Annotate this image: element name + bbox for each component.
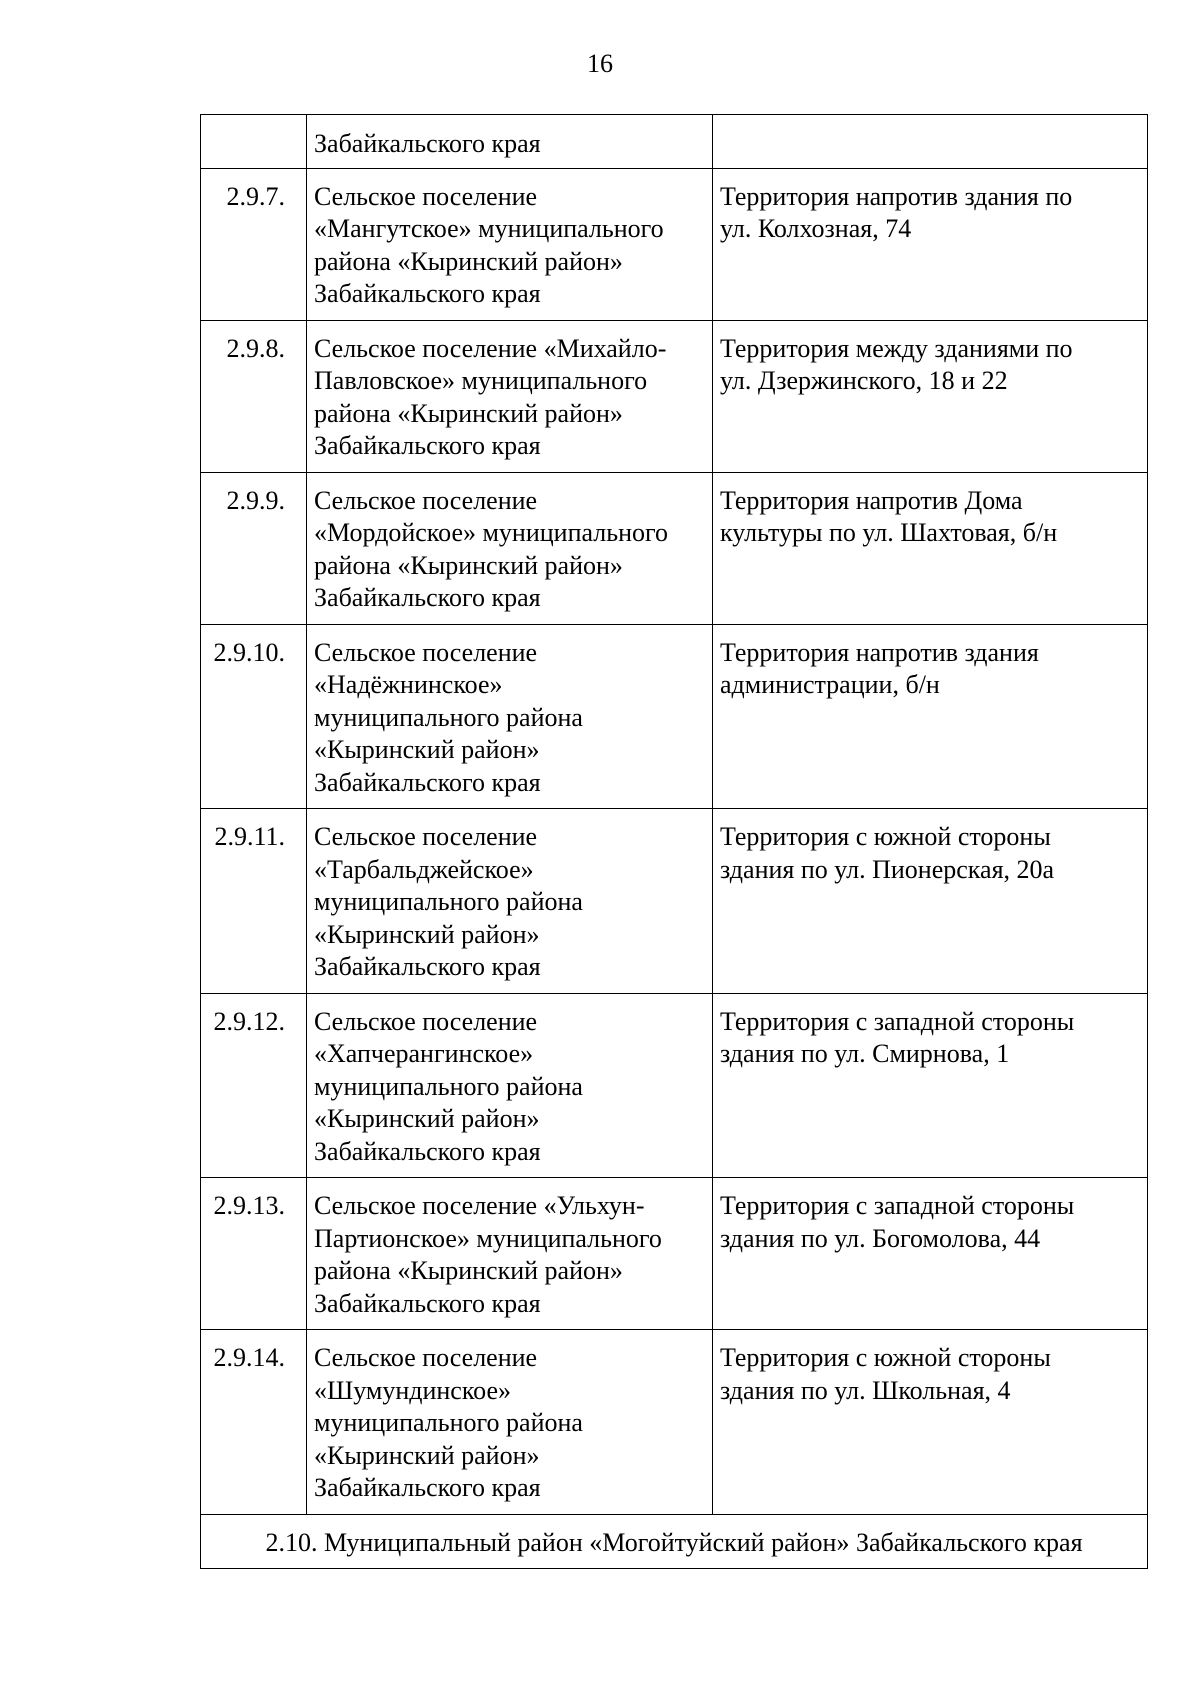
territory-cell: Территория с южной стороны здания по ул. Школьная, 4 xyxy=(713,1330,1148,1515)
settlement-name-cell: Забайкальского края xyxy=(307,115,713,169)
table-row xyxy=(201,993,1148,1178)
settlement-name-cell: Сельское поселение «Хапчерангинское» муниципального района «Кыринский район» Забайкальского края xyxy=(307,993,713,1178)
row-number-cell: 2.9.13. xyxy=(201,1178,307,1330)
territory-cell: Территория с южной стороны здания по ул. Пионерская, 20а xyxy=(713,809,1148,994)
table-row-continuation xyxy=(201,115,1148,169)
settlement-name-cell: Сельское поселение «Тарбальджейское» муниципального района «Кыринский район» Забайкальского края xyxy=(307,809,713,994)
row-number-cell: 2.9.9. xyxy=(201,472,307,624)
table-row xyxy=(201,1330,1148,1515)
territory-cell: Территория с западной стороны здания по ул. Богомолова, 44 xyxy=(713,1178,1148,1330)
table-row xyxy=(201,809,1148,994)
settlement-name-cell: Сельское поселение «Мордойское» муниципального района «Кыринский район» Забайкальского края xyxy=(307,472,713,624)
settlement-name-cell: Сельское поселение «Михайло- Павловское» муниципального района «Кыринский район» Забайкальского края xyxy=(307,320,713,472)
table-row xyxy=(201,320,1148,472)
territory-cell: Территория напротив Дома культуры по ул. Шахтовая, б/н xyxy=(713,472,1148,624)
territory-cell xyxy=(713,115,1148,169)
row-number-cell: 2.9.12. xyxy=(201,993,307,1178)
settlement-name-cell: Сельское поселение «Мангутское» муниципального района «Кыринский район» Забайкальского края xyxy=(307,168,713,320)
settlement-name-cell: Сельское поселение «Надёжнинское» муниципального района «Кыринский район» Забайкальского края xyxy=(307,624,713,809)
locations-table xyxy=(200,114,1148,1569)
page-number: 16 xyxy=(587,49,613,78)
table-row xyxy=(201,168,1148,320)
table-row xyxy=(201,624,1148,809)
row-number-cell: 2.9.11. xyxy=(201,809,307,994)
section-heading: 2.10. Муниципальный район «Могойтуйский район» Забайкальского края xyxy=(201,1514,1148,1569)
row-number-cell xyxy=(201,115,307,169)
row-number-cell: 2.9.10. xyxy=(201,624,307,809)
settlement-name-cell: Сельское поселение «Шумундинское» муниципального района «Кыринский район» Забайкальского края xyxy=(307,1330,713,1515)
section-heading-row xyxy=(201,1514,1148,1569)
territory-cell: Территория между зданиями по ул. Дзержинского, 18 и 22 xyxy=(713,320,1148,472)
row-number-cell: 2.9.7. xyxy=(201,168,307,320)
row-number-cell: 2.9.8. xyxy=(201,320,307,472)
settlement-name-cell: Сельское поселение «Ульхун- Партионское» муниципального района «Кыринский район» Забайкальского края xyxy=(307,1178,713,1330)
table-row xyxy=(201,1178,1148,1330)
territory-cell: Территория напротив здания администрации, б/н xyxy=(713,624,1148,809)
territory-cell: Территория с западной стороны здания по ул. Смирнова, 1 xyxy=(713,993,1148,1178)
table-row xyxy=(201,472,1148,624)
row-number-cell: 2.9.14. xyxy=(201,1330,307,1515)
territory-cell: Территория напротив здания по ул. Колхозная, 74 xyxy=(713,168,1148,320)
